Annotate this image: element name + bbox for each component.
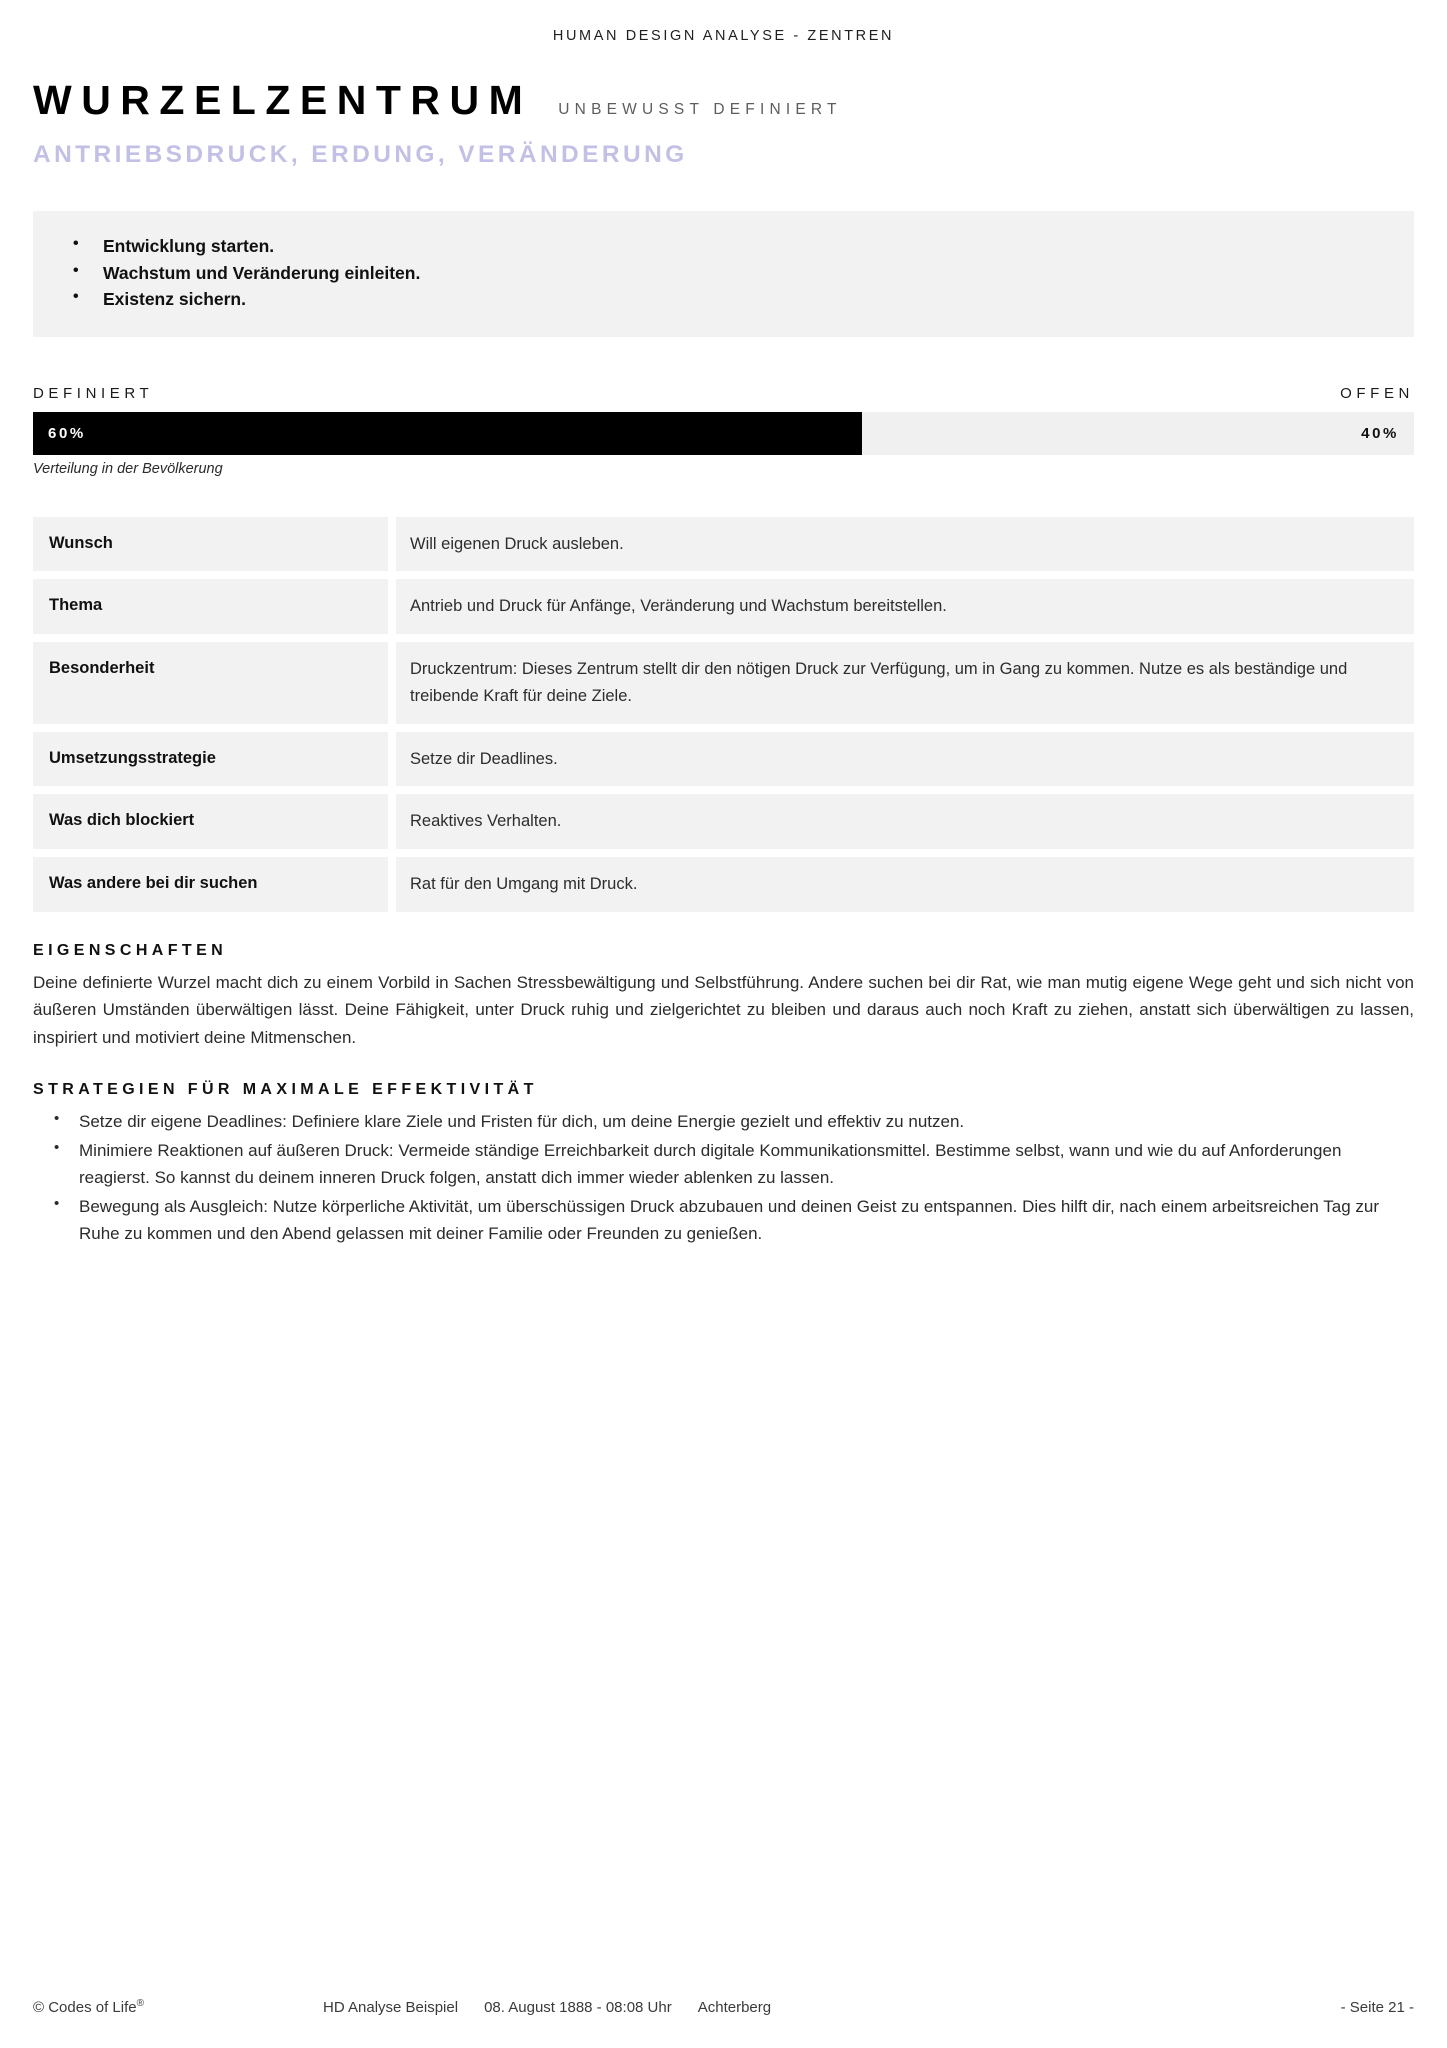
document-footer [33,1998,1414,2016]
table-row-key: Umsetzungsstrategie [33,732,388,787]
table-row-value: Will eigenen Druck ausleben. [396,517,1414,572]
highlight-box [33,211,1414,337]
distribution-section [33,385,1414,477]
attributes-table [33,517,1414,912]
properties-body: Deine definierte Wurzel macht dich zu einem Vorbild in Sachen Stressbewältigung und Selbstführung. Andere suchen bei dir Rat, wie man mutig eigene Wege geht und sich nicht von äußeren Umständen überwältigen lässt. Deine Fähigkeit, unter Druck ruhig und zielgerichtet zu bleiben und daraus auch noch Kraft zu ziehen, anstatt sich überwältigen zu lassen, inspiriert und motiviert deine Mitmenschen. [33,972,1414,1047]
table-row-value: Reaktives Verhalten. [396,794,1414,849]
properties-section [33,942,1414,1052]
distribution-caption: Verteilung in der Bevölkerung [33,460,223,477]
footer-analysis-name: HD Analyse Beispiel [323,1999,459,2016]
table-row [33,732,1414,787]
registered-mark-icon: ® [136,1998,144,2009]
footer-page-number: - Seite 21 - [1340,1999,1414,2016]
table-row-value: Druckzentrum: Dieses Zentrum stellt dir den nötigen Druck zur Verfügung, um in Gang zu kommen. Nutze es als beständige und treibende Kraft für deine Ziele. [396,642,1414,723]
list-item: • Entwicklung starten. [103,233,1414,260]
strategies-list [33,1108,1414,1248]
properties-heading: EIGENSCHAFTEN [33,941,228,959]
table-row [33,794,1414,849]
table-row-value: Setze dir Deadlines. [396,732,1414,787]
footer-copyright-text: © Codes of Life [33,1999,137,2016]
table-row-value: Rat für den Umgang mit Druck. [396,857,1414,912]
list-item: • Wachstum und Veränderung einleiten. [103,260,1414,287]
table-row [33,857,1414,912]
title-keywords: ANTRIEBSDRUCK, ERDUNG, VERÄNDERUNG [33,141,688,168]
table-row [33,517,1414,572]
list-item: • Existenz sichern. [103,286,1414,313]
distribution-bar [33,412,1414,455]
table-row-key: Was andere bei dir suchen [33,857,388,912]
distribution-defined-segment: 60% [33,412,862,455]
footer-copyright [33,1998,323,2016]
distribution-labels [33,385,1414,402]
list-item: • Setze dir eigene Deadlines: Definiere klare Ziele und Fristen für dich, um deine Energie gezielt und effektiv zu nutzen. [79,1108,1414,1136]
distribution-left-label: DEFINIERT [33,384,154,402]
title-block [33,77,1414,123]
list-item: • Bewegung als Ausgleich: Nutze körperliche Aktivität, um überschüssigen Druck abzubauen und deinen Geist zu entspannen. Dies hilft dir, nach einem arbeitsreichen Tag zur Ruhe zu kommen und den Abend gelassen mit deiner Familie oder Freunden zu genießen. [79,1193,1414,1248]
table-row-key: Thema [33,579,388,634]
table-row [33,642,1414,723]
distribution-right-label: OFFEN [1340,384,1414,402]
list-item: • Minimiere Reaktionen auf äußeren Druck: Vermeide ständige Erreichbarkeit durch digitale Kommunikationsmittel. Bestimme selbst, wann und wie du auf Anforderungen reagierst. So kannst du deinem inneren Druck folgen, anstatt dich immer wieder ablenken zu lassen. [79,1137,1414,1192]
highlight-list [33,233,1414,313]
table-row-value: Antrieb und Druck für Anfänge, Veränderung und Wachstum bereitstellen. [396,579,1414,634]
page-title: WURZELZENTRUM [33,77,533,123]
running-header: HUMAN DESIGN ANALYSE - ZENTREN [552,28,895,44]
footer-meta [323,1999,1341,2016]
table-row-key: Besonderheit [33,642,388,723]
strategies-heading: STRATEGIEN FÜR MAXIMALE EFFEKTIVITÄT [33,1081,538,1099]
strategies-section [33,1081,1414,1248]
title-qualifier: UNBEWUSST DEFINIERT [558,101,842,118]
footer-location: Achterberg [697,1999,772,2016]
table-row-key: Was dich blockiert [33,794,388,849]
distribution-open-segment: 40% [1361,424,1399,442]
footer-datetime: 08. August 1888 - 08:08 Uhr [484,1999,672,2016]
table-row-key: Wunsch [33,517,388,572]
table-row [33,579,1414,634]
